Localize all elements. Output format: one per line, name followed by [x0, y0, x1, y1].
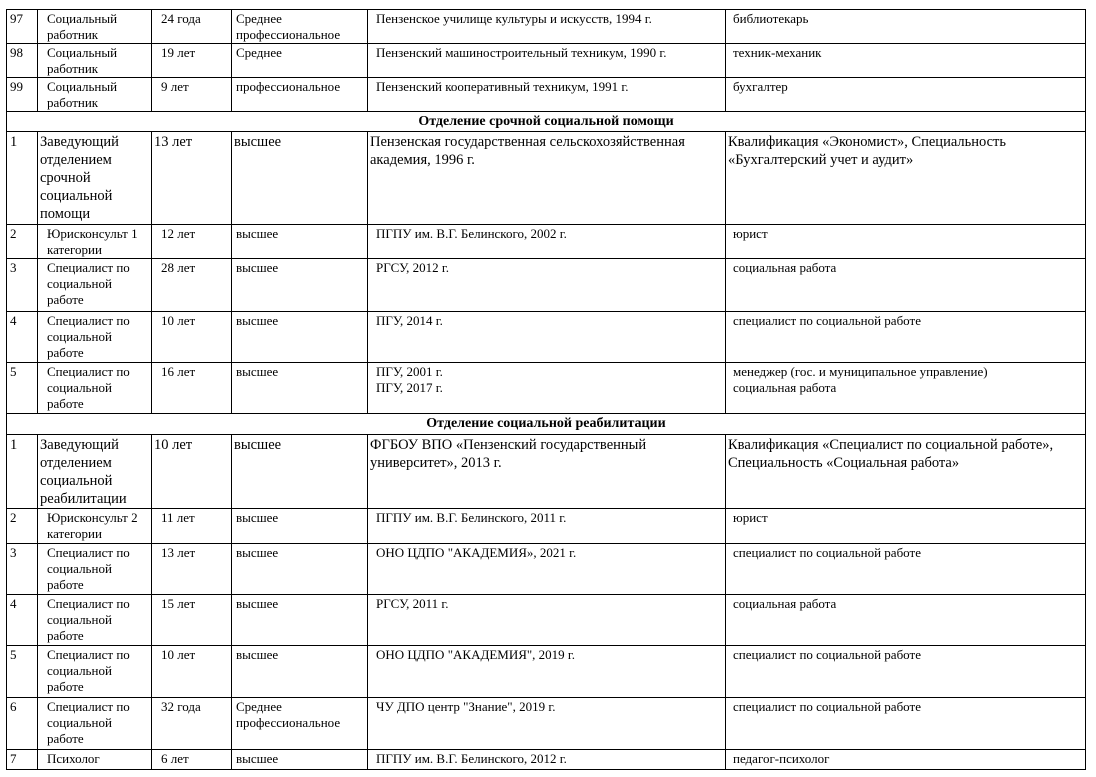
table-row — [7, 78, 1086, 112]
position-cell: Специалист по социальной работе — [38, 363, 152, 414]
education-level-cell: высшее — [232, 363, 368, 414]
table-row — [7, 750, 1086, 770]
table-row — [7, 10, 1086, 44]
position-cell: Социальный работник — [38, 78, 152, 112]
qualification-cell: Квалификация «Экономист», Специальность «Бухгалтерский учет и аудит» — [726, 132, 1086, 225]
table-row — [7, 132, 1086, 225]
education-level-cell: Среднее профессиональное — [232, 698, 368, 750]
institution-cell: ОНО ЦДПО "АКАДЕМИЯ», 2021 г. — [368, 544, 726, 595]
experience-cell: 11 лет — [152, 509, 232, 544]
education-level-cell: высшее — [232, 646, 368, 698]
table-row — [7, 544, 1086, 595]
qualification-cell: специалист по социальной работе — [726, 698, 1086, 750]
education-level-cell: высшее — [232, 750, 368, 770]
education-level-cell: профессиональное — [232, 78, 368, 112]
table-row — [7, 509, 1086, 544]
institution-cell: ФГБОУ ВПО «Пензенский государственный университет», 2013 г. — [368, 435, 726, 509]
qualification-cell: бухгалтер — [726, 78, 1086, 112]
table-row — [7, 698, 1086, 750]
row-number-cell: 1 — [7, 435, 38, 509]
row-number-cell: 97 — [7, 10, 38, 44]
education-level-cell: высшее — [232, 132, 368, 225]
institution-cell: Пензенский кооперативный техникум, 1991 г. — [368, 78, 726, 112]
position-cell: Заведующий отделением социальной реабилитации — [38, 435, 152, 509]
section-header-row — [7, 414, 1086, 435]
education-level-cell: высшее — [232, 225, 368, 259]
position-cell: Специалист по социальной работе — [38, 259, 152, 312]
experience-cell: 6 лет — [152, 750, 232, 770]
experience-cell: 16 лет — [152, 363, 232, 414]
row-number-cell: 2 — [7, 509, 38, 544]
qualification-cell: юрист — [726, 509, 1086, 544]
position-cell: Социальный работник — [38, 10, 152, 44]
qualification-cell: социальная работа — [726, 259, 1086, 312]
position-cell: Специалист по социальной работе — [38, 698, 152, 750]
table-row — [7, 225, 1086, 259]
qualification-cell: техник-механик — [726, 44, 1086, 78]
table-row — [7, 44, 1086, 78]
qualification-cell: педагог-психолог — [726, 750, 1086, 770]
row-number-cell: 3 — [7, 259, 38, 312]
institution-cell: ПГПУ им. В.Г. Белинского, 2011 г. — [368, 509, 726, 544]
section-title: Отделение срочной социальной помощи — [7, 112, 1086, 132]
experience-cell: 32 года — [152, 698, 232, 750]
staff-table-body — [7, 10, 1086, 770]
institution-cell: ЧУ ДПО центр "Знание", 2019 г. — [368, 698, 726, 750]
qualification-line: социальная работа — [733, 380, 837, 395]
qualification-cell: библиотекарь — [726, 10, 1086, 44]
institution-cell: РГСУ, 2012 г. — [368, 259, 726, 312]
qualification-cell: социальная работа — [726, 595, 1086, 646]
experience-cell: 12 лет — [152, 225, 232, 259]
row-number-cell: 1 — [7, 132, 38, 225]
position-cell: Социальный работник — [38, 44, 152, 78]
table-row — [7, 435, 1086, 509]
qualification-cell: специалист по социальной работе — [726, 646, 1086, 698]
education-level-cell: высшее — [232, 595, 368, 646]
institution-cell: ОНО ЦДПО "АКАДЕМИЯ", 2019 г. — [368, 646, 726, 698]
row-number-cell: 7 — [7, 750, 38, 770]
position-cell: Специалист по социальной работе — [38, 595, 152, 646]
experience-cell: 10 лет — [152, 312, 232, 363]
position-cell: Юрисконсульт 2 категории — [38, 509, 152, 544]
section-title: Отделение социальной реабилитации — [7, 414, 1086, 435]
institution-cell: Пензенская государственная сельскохозяйственная академия, 1996 г. — [368, 132, 726, 225]
row-number-cell: 5 — [7, 363, 38, 414]
experience-cell: 13 лет — [152, 132, 232, 225]
experience-cell: 24 года — [152, 10, 232, 44]
section-header-row — [7, 112, 1086, 132]
education-level-cell: высшее — [232, 544, 368, 595]
institution-cell: Пензенское училище культуры и искусств, 1994 г. — [368, 10, 726, 44]
qualification-cell: специалист по социальной работе — [726, 544, 1086, 595]
institution-line: ПГУ, 2017 г. — [376, 380, 443, 395]
row-number-cell: 4 — [7, 312, 38, 363]
table-row — [7, 312, 1086, 363]
institution-cell — [368, 363, 726, 414]
education-level-cell: высшее — [232, 259, 368, 312]
education-level-cell: высшее — [232, 435, 368, 509]
experience-cell: 10 лет — [152, 435, 232, 509]
institution-line: ПГУ, 2001 г. — [376, 364, 443, 379]
row-number-cell: 2 — [7, 225, 38, 259]
staff-table — [6, 9, 1086, 770]
row-number-cell: 4 — [7, 595, 38, 646]
row-number-cell: 99 — [7, 78, 38, 112]
experience-cell: 28 лет — [152, 259, 232, 312]
institution-cell: Пензенский машиностроительный техникум, 1990 г. — [368, 44, 726, 78]
experience-cell: 9 лет — [152, 78, 232, 112]
position-cell: Заведующий отделением срочной социальной помощи — [38, 132, 152, 225]
position-cell: Юрисконсульт 1 категории — [38, 225, 152, 259]
row-number-cell: 5 — [7, 646, 38, 698]
row-number-cell: 6 — [7, 698, 38, 750]
position-cell: Психолог — [38, 750, 152, 770]
qualification-cell: Квалификация «Специалист по социальной работе», Специальность «Социальная работа» — [726, 435, 1086, 509]
qualification-cell: юрист — [726, 225, 1086, 259]
education-level-cell: высшее — [232, 312, 368, 363]
education-level-cell: высшее — [232, 509, 368, 544]
experience-cell: 13 лет — [152, 544, 232, 595]
position-cell: Специалист по социальной работе — [38, 646, 152, 698]
institution-cell: ПГУ, 2014 г. — [368, 312, 726, 363]
position-cell: Специалист по социальной работе — [38, 312, 152, 363]
education-level-cell: Среднее — [232, 44, 368, 78]
institution-cell: ПГПУ им. В.Г. Белинского, 2012 г. — [368, 750, 726, 770]
row-number-cell: 98 — [7, 44, 38, 78]
education-level-cell: Среднее профессиональное — [232, 10, 368, 44]
table-row — [7, 259, 1086, 312]
table-row — [7, 646, 1086, 698]
qualification-cell: специалист по социальной работе — [726, 312, 1086, 363]
position-cell: Специалист по социальной работе — [38, 544, 152, 595]
institution-cell: ПГПУ им. В.Г. Белинского, 2002 г. — [368, 225, 726, 259]
institution-cell: РГСУ, 2011 г. — [368, 595, 726, 646]
qualification-line: менеджер (гос. и муниципальное управление) — [733, 364, 988, 379]
row-number-cell: 3 — [7, 544, 38, 595]
qualification-cell — [726, 363, 1086, 414]
experience-cell: 10 лет — [152, 646, 232, 698]
table-row — [7, 595, 1086, 646]
table-row — [7, 363, 1086, 414]
experience-cell: 19 лет — [152, 44, 232, 78]
experience-cell: 15 лет — [152, 595, 232, 646]
